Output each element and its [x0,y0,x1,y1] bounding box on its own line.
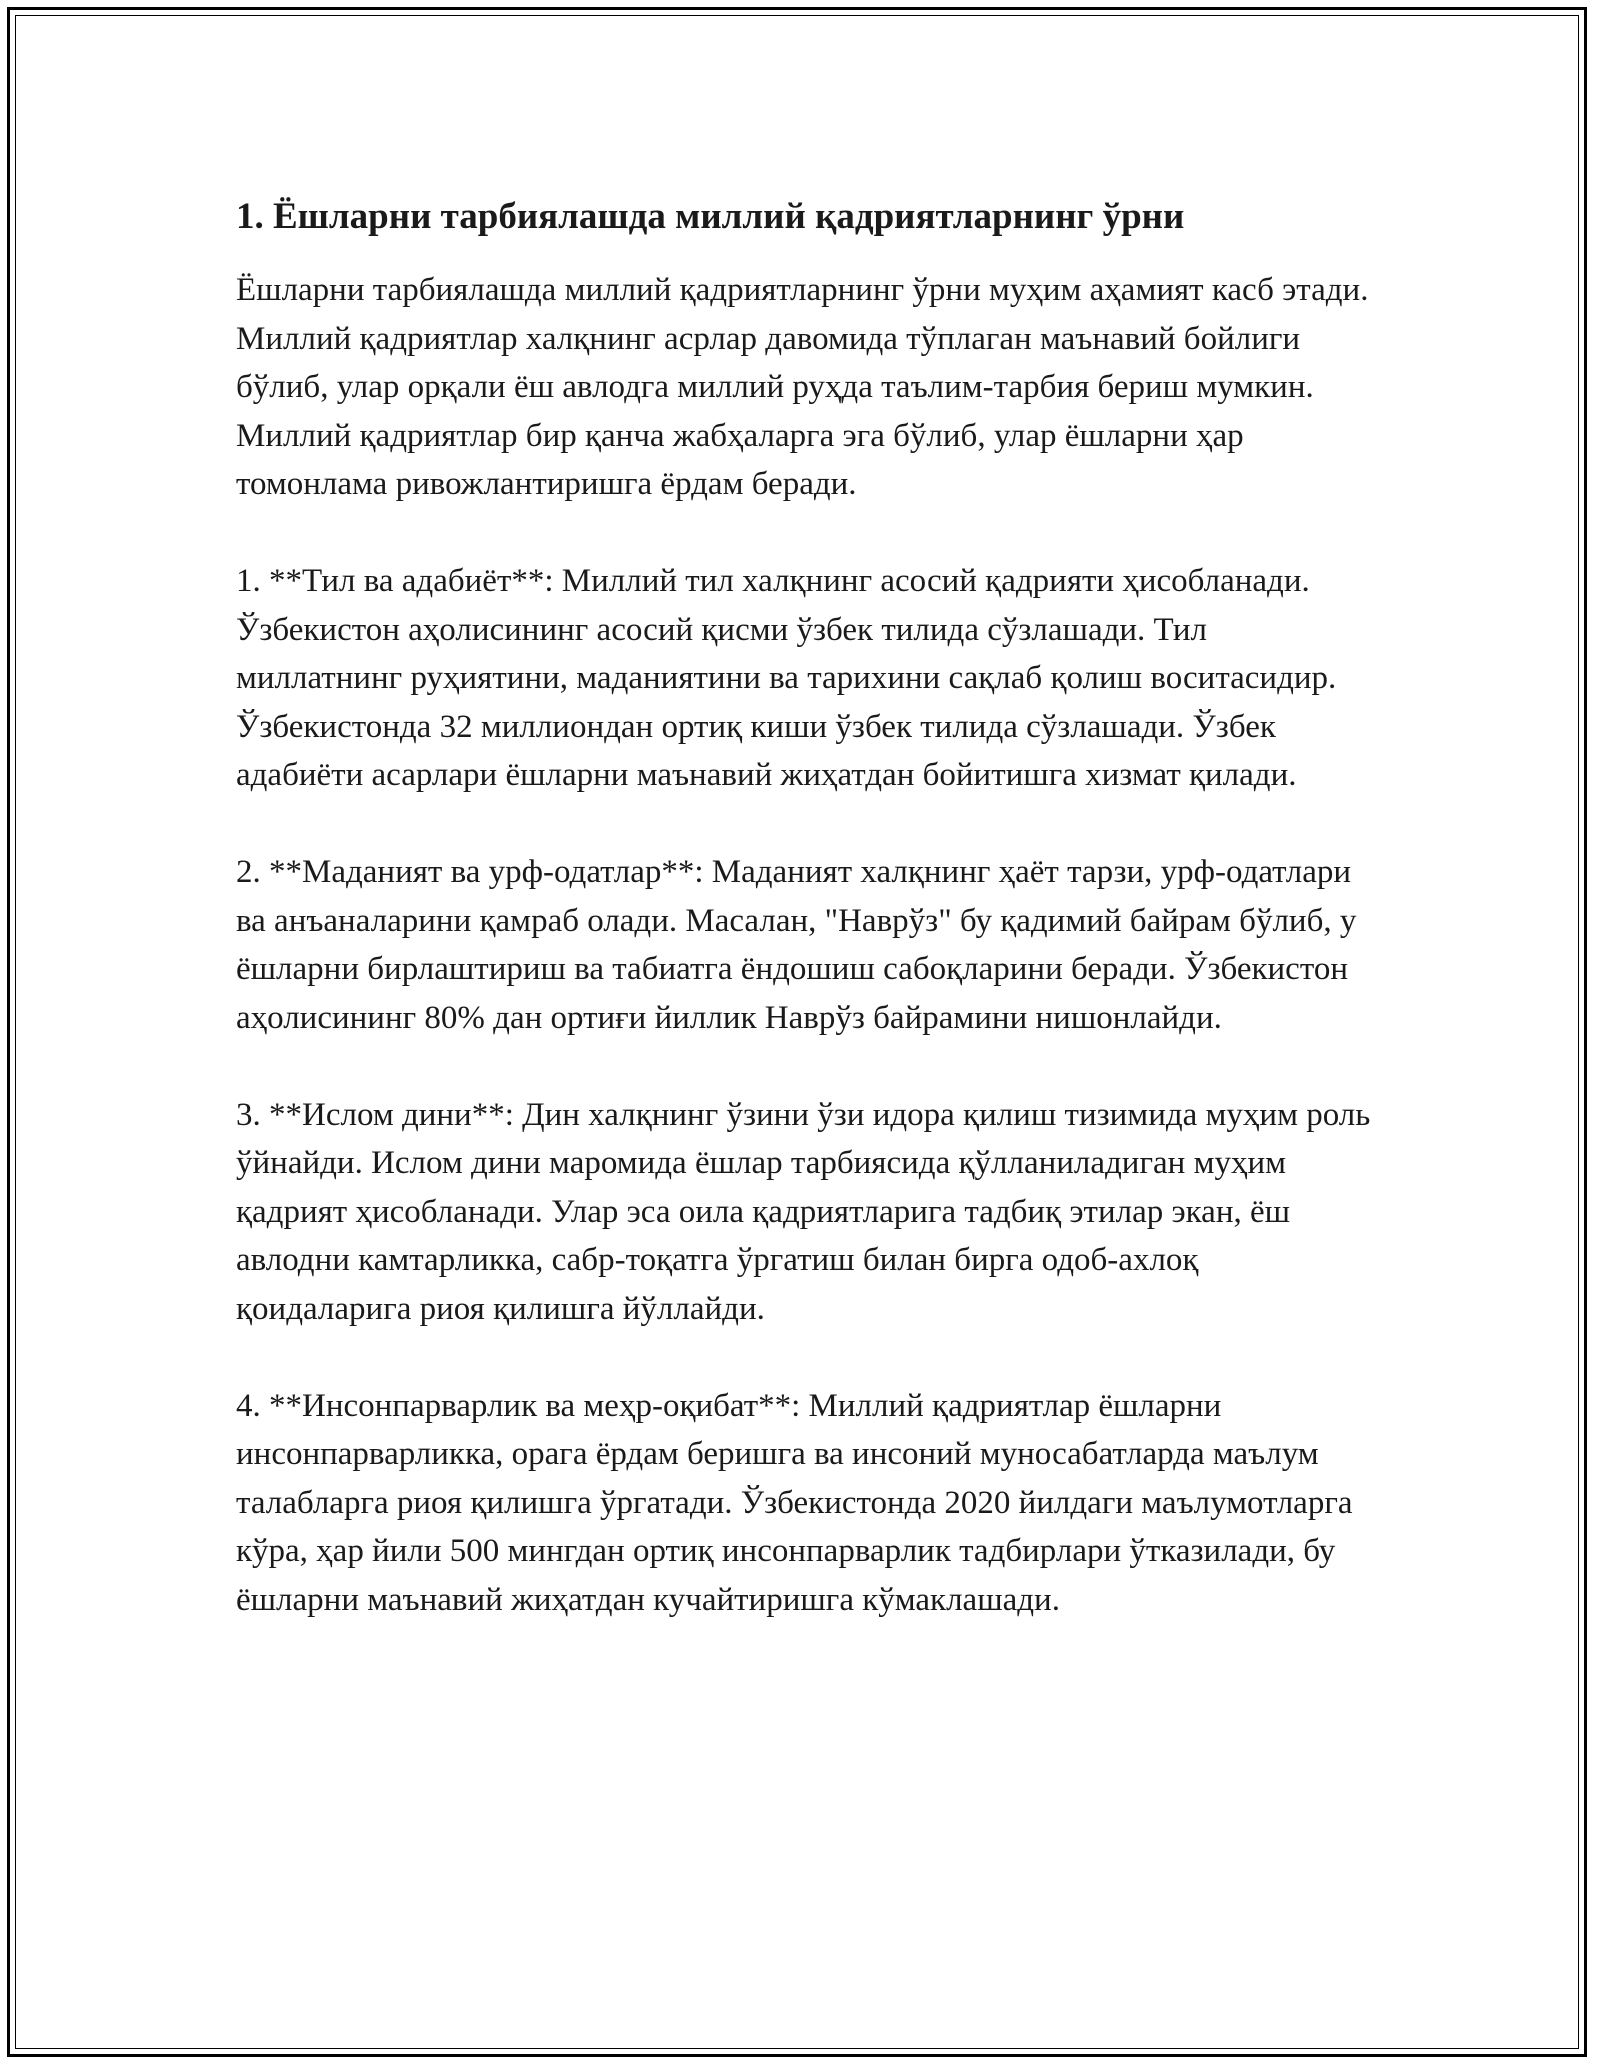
paragraph-humanism: 4. **Инсонпарварлик ва меҳр-оқибат**: Миллий қадриятлар ёшларни инсонпарварликка, орага ёрдам беришга ва инсоний муносабатларда маълум талабларга риоя қилишга ўргатади. Ўзбекистонда 2020 йилдаги маълумотларга кўра, ҳар йили 500 мингдан ортиқ инсонпарварлик тадбирлари ўтказилади, бу ёшларни маънавий жиҳатдан кучайтиришга кўмаклашади. [236,1387,1353,1618]
document-body [236,192,1376,1673]
document-title: 1. Ёшларни тарбиялашда миллий қадриятларнинг ўрни [236,196,1185,237]
paragraph-culture-customs: 2. **Маданият ва урф-одатлар**: Маданият халқнинг ҳаёт тарзи, урф-одатлари ва анъаналарини қамраб олади. Масалан, "Наврўз" бу қадимий байрам бўлиб, у ёшларни бирлаштириш ва табиатга ёндошиш сабоқларини беради. Ўзбекистон аҳолисининг 80% дан ортиғи йиллик Наврўз байрамини нишонлайди. [236,854,1357,1036]
intro-paragraph: Ёшларни тарбиялашда миллий қадриятларнинг ўрни муҳим аҳамият касб этади. Миллий қадриятлар халқнинг асрлар давомида тўплаган маънавий бойлиги бўлиб, улар орқали ёш авлодга миллий руҳда таълим-тарбия бериш мумкин. Миллий қадриятлар бир қанча жабҳаларга эга бўлиб, улар ёшларни ҳар томонлама ривожлантиришга ёрдам беради. [236,272,1369,502]
paragraph-religion: 3. **Ислом дини**: Дин халқнинг ўзини ўзи идора қилиш тизимида муҳим роль ўйнайди. Ислом дини маромида ёшлар тарбиясида қўлланиладиган муҳим қадрият ҳисобланади. Улар эса оила қадриятларига тадбиқ этилар экан, ёш авлодни камтарликка, сабр-тоқатга ўргатиш билан бирга одоб-ахлоқ қоидаларига риоя қилишга йўллайди. [236,1096,1371,1327]
paragraph-language-literature: 1. **Тил ва адабиёт**: Миллий тил халқнинг асосий қадрияти ҳисобланади. Ўзбекистон аҳолисининг асосий қисми ўзбек тилида сўзлашади. Тил миллатнинг руҳиятини, маданиятини ва тарихини сақлаб қолиш воситасидир. Ўзбекистонда 32 миллиондан ортиқ киши ўзбек тилида сўзлашади. Ўзбек адабиёти асарлари ёшларни маънавий жиҳатдан бойитишга хизмат қилади. [236,563,1337,793]
